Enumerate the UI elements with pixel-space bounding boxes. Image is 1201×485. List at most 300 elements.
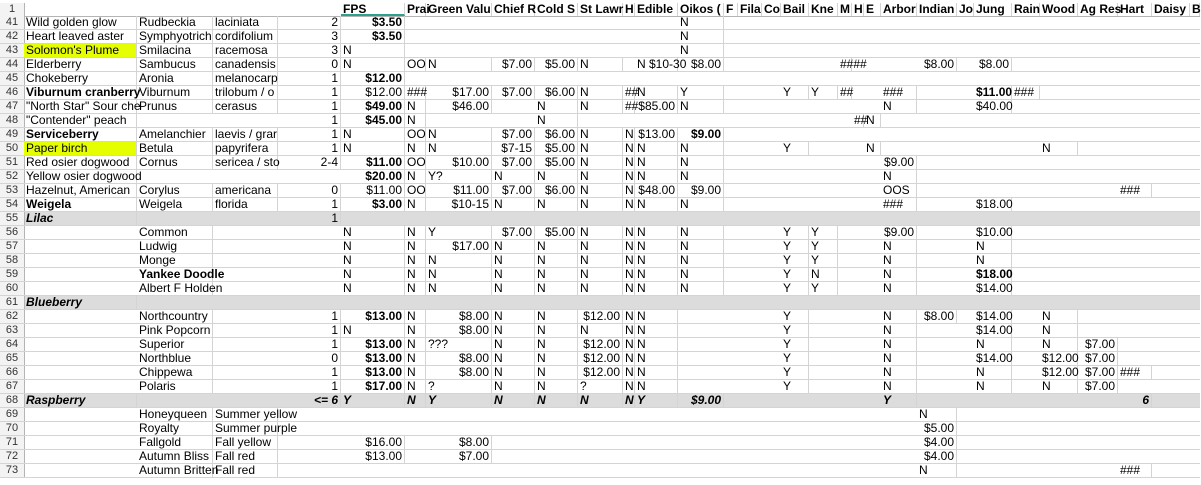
cell-d50[interactable]: 1 [278,142,341,155]
cell-e57[interactable]: N [341,240,405,253]
cell-h54[interactable]: N [492,198,535,211]
cell-a49[interactable]: Serviceberry [24,128,137,141]
cell-d65[interactable]: 0 [278,352,341,365]
cell-v68[interactable]: Y [881,394,917,407]
cell-h57[interactable]: N [492,240,535,253]
cell-l58[interactable]: N [635,254,678,267]
cell-k56[interactable]: N [625,225,634,239]
cell-v51[interactable]: $9.00 [881,156,917,169]
cell-k68[interactable]: N [625,393,634,407]
column-header-ad[interactable]: Daisy [1152,3,1190,16]
cell-b46[interactable]: Viburnum [137,86,213,99]
cell-v63[interactable]: N [881,324,917,337]
cell-aa62[interactable]: N [1040,310,1078,323]
row-number[interactable]: 49 [0,128,25,141]
cell-e41[interactable]: $3.50 [341,16,405,29]
cell-y54[interactable]: $18.00 [976,197,1013,211]
cell-i47[interactable]: N [535,100,578,113]
cell-q57[interactable]: Y [781,240,809,253]
cell-k66[interactable]: N [625,365,634,379]
cell-a54[interactable]: Weigela [24,198,137,211]
cell-m59[interactable]: N [678,268,724,281]
cell-f68[interactable]: N [405,394,426,407]
cell-m54[interactable]: N [678,198,724,211]
cell-d54[interactable]: 1 [278,198,341,211]
column-header-w[interactable]: Indian [917,3,957,16]
cell-k67[interactable]: N [625,379,634,393]
cell-d53[interactable]: 0 [278,184,341,197]
cell-e59[interactable]: N [341,268,405,281]
cell-c69[interactable]: Summer yellow [215,407,298,421]
cell-e67[interactable]: $17.00 [341,380,405,393]
cell-y44[interactable]: $8.00 [974,58,1012,71]
row-number[interactable]: 70 [0,422,25,435]
cell-q67[interactable]: Y [781,380,809,393]
column-header-q[interactable]: Bail [781,3,809,16]
cell-h44[interactable]: $7.00 [492,58,535,71]
cell-q60[interactable]: Y [781,282,809,295]
cell-c54[interactable]: florida [213,198,278,211]
cell-j62[interactable]: $12.00 [578,310,623,323]
cell-y47[interactable]: $40.00 [976,99,1013,113]
cell-j50[interactable]: N [578,142,623,155]
cell-m44[interactable]: $8.00 [678,58,724,71]
cell-d46[interactable]: 1 [278,86,341,99]
cell-l68[interactable]: Y [635,394,678,407]
cell-d64[interactable]: 1 [278,338,341,351]
cell-h66[interactable]: N [492,366,535,379]
cell-m50[interactable]: N [678,142,724,155]
cell-b72[interactable]: Autumn Bliss [137,450,213,463]
cell-b41[interactable]: Rudbeckia [137,16,213,29]
cell-e68[interactable]: Y [341,394,405,407]
cell-c50[interactable]: papyrifera [213,142,278,155]
row-number[interactable]: 66 [0,366,25,379]
column-header-s[interactable]: M [840,2,850,16]
cell-m56[interactable]: N [678,226,724,239]
cell-a51[interactable]: Red osier dogwood [24,156,137,169]
cell-e46[interactable]: $12.00 [341,86,405,99]
cell-e49[interactable]: N [341,128,405,141]
cell-y62[interactable]: $14.00 [976,309,1013,323]
cell-j58[interactable]: N [578,254,623,267]
cell-w70[interactable]: $5.00 [917,422,957,435]
cell-q46[interactable]: Y [781,86,809,99]
cell-g68[interactable]: Y [426,394,492,407]
cell-c51[interactable]: sericea / sto [215,155,280,169]
cell-aa66[interactable]: $12.00 [1042,365,1079,379]
cell-l66[interactable]: N [635,366,678,379]
cell-y67[interactable]: N [974,380,1012,393]
cell-i64[interactable]: N [535,338,578,351]
cell-e64[interactable]: $13.00 [341,338,405,351]
cell-y63[interactable]: $14.00 [976,323,1013,337]
cell-b62[interactable]: Northcountry [137,310,213,323]
cell-l53[interactable]: $48.00 [635,184,678,197]
cell-l59[interactable]: N [635,268,678,281]
cell-b45[interactable]: Aronia [137,72,213,85]
cell-b58[interactable]: Monge [137,254,213,267]
cell-i53[interactable]: $6.00 [535,184,578,197]
cell-a50[interactable]: Paper birch [24,142,137,155]
cell-c41[interactable]: laciniata [213,16,278,29]
cell-a44[interactable]: Elderberry [24,58,137,71]
cell-aa65[interactable]: $12.00 [1042,351,1079,365]
cell-g46[interactable]: $17.00 [426,86,492,99]
cell-i56[interactable]: $5.00 [535,226,578,239]
row-number[interactable]: 51 [0,156,25,169]
cell-i52[interactable]: N [535,170,578,183]
cell-r59[interactable]: N [809,268,838,281]
cell-b44[interactable]: Sambucus [137,58,213,71]
cell-a53[interactable]: Hazelnut, American [24,184,137,197]
cell-j46[interactable]: N [578,86,623,99]
cell-d42[interactable]: 3 [278,30,341,43]
row-number[interactable]: 62 [0,310,25,323]
column-header-t[interactable]: H [854,2,863,16]
cell-w62[interactable]: $8.00 [917,310,957,323]
column-header-x[interactable]: Jo [959,2,974,16]
cell-k65[interactable]: N [625,351,634,365]
cell-f57[interactable]: N [405,240,426,253]
cell-g54[interactable]: $10-15 [426,198,492,211]
cell-y46[interactable]: $11.00 [976,85,1013,99]
cell-g52[interactable]: Y? [426,170,492,183]
row-number[interactable]: 52 [0,170,25,183]
cell-ac53[interactable]: ### [1118,184,1152,197]
cell-m51[interactable]: N [678,156,724,169]
row-number[interactable]: 60 [0,282,25,295]
cell-d66[interactable]: 1 [278,366,341,379]
cell-w73[interactable]: N [917,464,957,477]
cell-l46[interactable]: N [635,86,678,99]
cell-y58[interactable]: N [974,254,1012,267]
cell-j65[interactable]: $12.00 [578,352,623,365]
cell-v52[interactable]: N [881,170,917,183]
cell-b43[interactable]: Smilacina [137,44,213,57]
row-number[interactable]: 63 [0,324,25,337]
row-number[interactable]: 48 [0,114,25,127]
row-number[interactable]: 58 [0,254,25,267]
cell-e63[interactable]: N [341,324,405,337]
row-number[interactable]: 68 [0,394,25,407]
column-header-ae[interactable]: B [1192,2,1201,16]
cell-i48[interactable]: N [535,114,578,127]
cell-ac66[interactable]: ### [1118,366,1152,379]
cell-ab66[interactable]: $7.00 [1078,366,1118,379]
cell-g72[interactable]: $7.00 [426,450,492,463]
cell-aa67[interactable]: N [1040,380,1078,393]
cell-v66[interactable]: N [881,366,917,379]
cell-b53[interactable]: Corylus [137,184,213,197]
cell-b73[interactable]: Autumn Britten [139,463,219,477]
cell-h59[interactable]: N [492,268,535,281]
column-header-l[interactable]: Edible [635,3,678,16]
cell-g60[interactable]: N [426,282,492,295]
cell-i65[interactable]: N [535,352,578,365]
cell-m68[interactable]: $9.00 [678,394,724,407]
cell-f58[interactable]: N [405,254,426,267]
cell-k62[interactable]: N [625,309,634,323]
cell-b64[interactable]: Superior [137,338,213,351]
cell-e48[interactable]: $45.00 [341,114,405,127]
cell-r46[interactable]: Y [809,86,838,99]
cell-l60[interactable]: N [635,282,678,295]
cell-e50[interactable]: N [341,142,405,155]
cell-j56[interactable]: N [578,226,623,239]
cell-r58[interactable]: Y [809,254,838,267]
cell-f63[interactable]: N [405,324,426,337]
cell-u48[interactable]: N [864,114,881,127]
cell-g51[interactable]: $10.00 [426,156,492,169]
cell-a41[interactable]: Wild golden glow [24,16,137,29]
cell-w72[interactable]: $4.00 [917,450,957,463]
cell-d55[interactable]: 1 [278,212,341,225]
cell-e60[interactable]: N [341,282,405,295]
cell-h52[interactable]: N [492,170,535,183]
cell-e42[interactable]: $3.50 [341,30,405,43]
cell-m41[interactable]: N [678,16,724,29]
cell-v47[interactable]: N [881,100,917,113]
cell-i66[interactable]: N [535,366,578,379]
cell-j47[interactable]: N [578,100,623,113]
cell-f52[interactable]: N [405,170,426,183]
cell-e51[interactable]: $11.00 [341,156,405,169]
cell-r57[interactable]: Y [809,240,838,253]
cell-u50[interactable]: N [864,142,881,155]
cell-d41[interactable]: 2 [278,16,341,29]
cell-aa63[interactable]: N [1040,324,1078,337]
cell-m53[interactable]: $9.00 [678,184,724,197]
cell-d63[interactable]: 1 [278,324,341,337]
cell-h49[interactable]: $7.00 [492,128,535,141]
cell-b65[interactable]: Northblue [137,352,213,365]
cell-k64[interactable]: N [625,337,634,351]
cell-l44[interactable]: N $10-30 [637,57,687,71]
cell-m57[interactable]: N [678,240,724,253]
cell-f46[interactable]: ### [407,85,428,99]
cell-ac73[interactable]: ### [1118,464,1152,477]
cell-h67[interactable]: N [492,380,535,393]
cell-i62[interactable]: N [535,310,578,323]
cell-l57[interactable]: N [635,240,678,253]
cell-g66[interactable]: $8.00 [426,366,492,379]
cell-q56[interactable]: Y [781,226,809,239]
cell-j67[interactable]: ? [578,380,623,393]
cell-e53[interactable]: $11.00 [341,184,405,197]
cell-c72[interactable]: Fall red [213,450,278,463]
column-header-e[interactable]: FPS [341,3,405,16]
cell-f60[interactable]: N [405,282,426,295]
cell-l50[interactable]: N [635,142,678,155]
column-header-h[interactable]: Chief R [494,2,536,16]
cell-e71[interactable]: $16.00 [341,436,405,449]
cell-g58[interactable]: N [426,254,492,267]
cell-j60[interactable]: N [578,282,623,295]
cell-m52[interactable]: N [678,170,724,183]
cell-c70[interactable]: Summer purple [215,421,298,435]
cell-b42[interactable]: Symphyotrich [139,29,212,43]
cell-h63[interactable]: N [492,324,535,337]
cell-d45[interactable]: 1 [278,72,341,85]
cell-v56[interactable]: $9.00 [881,226,917,239]
cell-g47[interactable]: $46.00 [426,100,492,113]
cell-b49[interactable]: Amelanchier [137,128,213,141]
cell-g44[interactable]: N [426,58,492,71]
row-number[interactable]: 43 [0,44,25,57]
cell-b54[interactable]: Weigela [137,198,213,211]
cell-h64[interactable]: N [492,338,535,351]
cell-e65[interactable]: $13.00 [341,352,405,365]
column-header-j[interactable]: St Lawr [580,2,624,16]
cell-c49[interactable]: laevis / grar [215,127,278,141]
cell-q58[interactable]: Y [781,254,809,267]
column-header-z[interactable]: Rain [1014,2,1041,16]
cell-e56[interactable]: N [341,226,405,239]
row-number[interactable]: 46 [0,86,25,99]
cell-i68[interactable]: N [535,394,578,407]
cell-d68[interactable]: <= 6 [278,394,341,407]
cell-b69[interactable]: Honeyqueen [137,408,213,421]
cell-q62[interactable]: Y [781,310,809,323]
cell-h60[interactable]: N [492,282,535,295]
cell-g65[interactable]: $8.00 [426,352,492,365]
cell-k49[interactable]: N [625,127,634,141]
cell-e52[interactable]: $20.00 [341,170,405,183]
cell-v65[interactable]: N [881,352,917,365]
column-header-g[interactable]: Green Valu [428,2,491,16]
cell-h53[interactable]: $7.00 [492,184,535,197]
cell-m49[interactable]: $9.00 [678,128,724,141]
cell-l52[interactable]: N [635,170,678,183]
cell-h51[interactable]: $7.00 [492,156,535,169]
cell-e72[interactable]: $13.00 [341,450,405,463]
cell-b66[interactable]: Chippewa [137,366,213,379]
cell-l67[interactable]: N [635,380,678,393]
cell-i44[interactable]: $5.00 [535,58,578,71]
row-number[interactable]: 41 [0,16,25,29]
cell-j51[interactable]: N [578,156,623,169]
cell-j52[interactable]: N [578,170,623,183]
column-header-v[interactable]: Arbor [883,2,916,16]
cell-q66[interactable]: Y [781,366,809,379]
cell-h62[interactable]: N [492,310,535,323]
cell-i59[interactable]: N [535,268,578,281]
cell-i57[interactable]: N [535,240,578,253]
cell-f44[interactable]: OO [407,57,426,71]
cell-i49[interactable]: $6.00 [535,128,578,141]
cell-q50[interactable]: Y [781,142,809,155]
cell-y57[interactable]: N [974,240,1012,253]
row-number[interactable]: 65 [0,352,25,365]
cell-j54[interactable]: N [578,198,623,211]
cell-aa50[interactable]: N [1040,142,1078,155]
cell-m42[interactable]: N [678,30,724,43]
cell-e45[interactable]: $12.00 [341,72,405,85]
cell-h68[interactable]: N [492,394,535,407]
row-number[interactable]: 59 [0,268,25,281]
cell-i51[interactable]: $5.00 [535,156,578,169]
cell-e47[interactable]: $49.00 [341,100,405,113]
cell-i54[interactable]: N [535,198,578,211]
cell-d62[interactable]: 1 [278,310,341,323]
cell-l64[interactable]: N [635,338,678,351]
cell-g71[interactable]: $8.00 [426,436,492,449]
cell-w71[interactable]: $4.00 [917,436,957,449]
cell-l63[interactable]: N [635,324,678,337]
cell-y65[interactable]: $14.00 [976,351,1013,365]
cell-c53[interactable]: americana [213,184,278,197]
cell-d47[interactable]: 1 [278,100,341,113]
cell-d43[interactable]: 3 [278,44,341,57]
cell-e43[interactable]: N [341,44,405,57]
cell-aa64[interactable]: N [1040,338,1078,351]
cell-b56[interactable]: Common [137,226,213,239]
cell-h50[interactable]: $7-15 [492,142,535,155]
row-number[interactable]: 67 [0,380,25,393]
row-number[interactable]: 47 [0,100,25,113]
cell-k59[interactable]: N [625,267,634,281]
cell-g62[interactable]: $8.00 [426,310,492,323]
cell-w44[interactable]: $8.00 [917,58,957,71]
row-number[interactable]: 44 [0,58,25,71]
cell-a46[interactable]: Viburnum cranberry [26,85,141,99]
cell-h56[interactable]: $7.00 [492,226,535,239]
cell-k47[interactable]: ## [625,99,639,113]
cell-j57[interactable]: N [578,240,623,253]
cell-g53[interactable]: $11.00 [426,184,492,197]
cell-m60[interactable]: N [678,282,724,295]
cell-c46[interactable]: trilobum / o [213,86,278,99]
row-number[interactable]: 57 [0,240,25,253]
cell-c47[interactable]: cerasus [213,100,278,113]
column-header-p[interactable]: Co [764,2,780,16]
cell-m46[interactable]: Y [678,86,724,99]
cell-b70[interactable]: Royalty [137,422,213,435]
column-header-k[interactable]: H [625,2,634,16]
cell-d44[interactable]: 0 [278,58,341,71]
cell-b57[interactable]: Ludwig [137,240,213,253]
cell-y56[interactable]: $10.00 [976,225,1013,239]
row-number[interactable]: 69 [0,408,25,421]
column-header-ac[interactable]: Hart [1118,3,1152,16]
cell-d48[interactable]: 1 [278,114,341,127]
cell-a47[interactable]: "North Star" Sour che [26,99,141,113]
row-number[interactable]: 73 [0,464,25,477]
row-number[interactable]: 53 [0,184,25,197]
cell-e58[interactable]: N [341,254,405,267]
cell-k63[interactable]: N [625,323,634,337]
cell-c42[interactable]: cordifolium [213,30,278,43]
cell-j63[interactable]: N [578,324,623,337]
cell-g50[interactable]: N [426,142,492,155]
cell-k46[interactable]: ## [625,85,639,99]
cell-l62[interactable]: N [635,310,678,323]
cell-f67[interactable]: N [405,380,426,393]
cell-f59[interactable]: N [405,268,426,281]
cell-c73[interactable]: Fall red [213,464,278,477]
row-number[interactable]: 54 [0,198,25,211]
cell-k52[interactable]: N [625,169,634,183]
cell-v53[interactable]: OOS [881,184,917,197]
cell-a48[interactable]: "Contender" peach [24,114,137,127]
cell-e54[interactable]: $3.00 [341,198,405,211]
cell-y66[interactable]: N [974,366,1012,379]
cell-f62[interactable]: N [405,310,426,323]
cell-f50[interactable]: N [405,142,426,155]
cell-i60[interactable]: N [535,282,578,295]
cell-m47[interactable]: N [678,100,724,113]
